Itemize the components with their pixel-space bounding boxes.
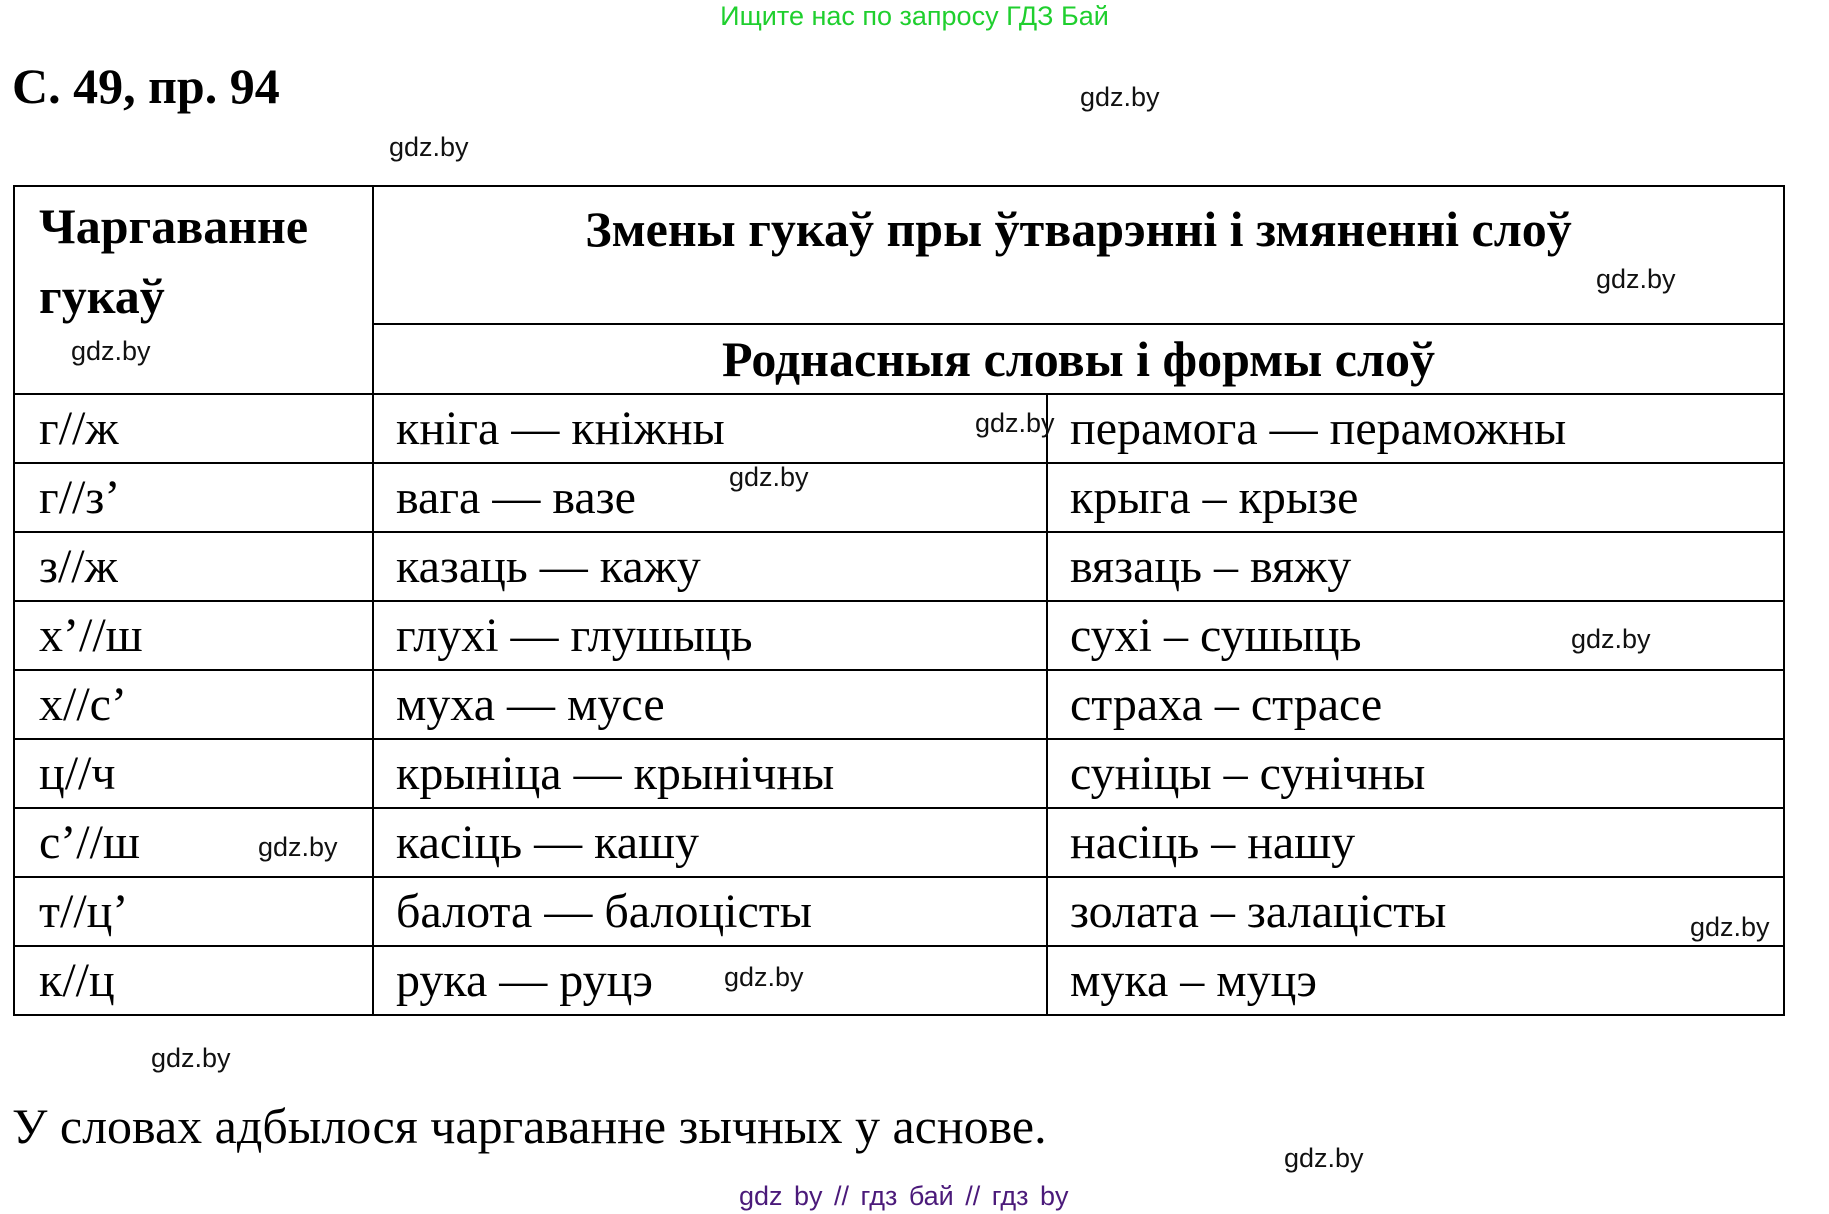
example-cell: касіць — кашу: [373, 808, 1047, 877]
example-cell: вязаць – вяжу: [1047, 532, 1784, 601]
watermark: gdz.by: [1596, 264, 1676, 294]
table-row: [14, 532, 1784, 601]
example-cell: сухі – сушыць: [1047, 601, 1784, 670]
example-cell: глухі — глушыць: [373, 601, 1047, 670]
table-row: [14, 877, 1784, 946]
watermark: gdz.by: [151, 1043, 231, 1073]
example-cell: рука — руцэ: [373, 946, 1047, 1015]
example-cell: крыга – крызе: [1047, 463, 1784, 532]
example-cell: золата – залацісты: [1047, 877, 1784, 946]
column-header-alternation: Чаргаванне гукаў: [14, 186, 373, 394]
alternation-cell: х’//ш: [14, 601, 373, 670]
table-header-row: [14, 186, 1784, 324]
alternation-cell: т//ц’: [14, 877, 373, 946]
example-cell: муха — мусе: [373, 670, 1047, 739]
example-cell: суніцы – сунічны: [1047, 739, 1784, 808]
conclusion-text: У словах адбылося чаргаванне зычных у аснове.: [12, 1098, 1047, 1154]
example-cell: вага — вазе: [373, 463, 1047, 532]
watermark: gdz.by: [1690, 912, 1770, 942]
watermark: gdz.by: [1080, 82, 1160, 112]
alternation-cell: г//з’: [14, 463, 373, 532]
table-row: [14, 394, 1784, 463]
alternation-cell: к//ц: [14, 946, 373, 1015]
watermark: gdz.by: [389, 132, 469, 162]
page-title: С. 49, пр. 94: [12, 58, 280, 114]
table-row: [14, 601, 1784, 670]
watermark: gdz.by: [71, 336, 151, 366]
watermark: gdz.by: [258, 832, 338, 862]
watermark: gdz.by: [975, 408, 1055, 438]
table-row: [14, 670, 1784, 739]
alternation-cell: г//ж: [14, 394, 373, 463]
example-cell: кніга — кніжны: [373, 394, 1047, 463]
example-cell: насіць – нашу: [1047, 808, 1784, 877]
table-row: [14, 739, 1784, 808]
table-row: [14, 463, 1784, 532]
watermark: gdz.by: [729, 462, 809, 492]
watermark: gdz.by: [724, 962, 804, 992]
example-cell: балота — балоцісты: [373, 877, 1047, 946]
table-row: [14, 946, 1784, 1015]
watermark: gdz.by: [1571, 624, 1651, 654]
example-cell: казаць — кажу: [373, 532, 1047, 601]
example-cell: страха – страсе: [1047, 670, 1784, 739]
alternation-cell: з//ж: [14, 532, 373, 601]
watermark: gdz.by: [1284, 1143, 1364, 1173]
column-header-changes: Змены гукаў пры ўтварэнні і змяненні слоў: [373, 186, 1784, 324]
alternation-cell: х//с’: [14, 670, 373, 739]
promo-banner: Ищите нас по запросу ГДЗ Бай: [720, 1, 1109, 31]
example-cell: крыніца — крынічны: [373, 739, 1047, 808]
alternation-table: [13, 185, 1785, 1016]
column-subheader-related-words: Роднасныя словы і формы слоў: [373, 324, 1784, 394]
alternation-cell: с’//ш: [14, 808, 373, 877]
example-cell: перамога — пераможны: [1047, 394, 1784, 463]
example-cell: мука – муцэ: [1047, 946, 1784, 1015]
footer-watermark: gdz by // гдз бай // гдз by: [739, 1181, 1069, 1211]
alternation-cell: ц//ч: [14, 739, 373, 808]
